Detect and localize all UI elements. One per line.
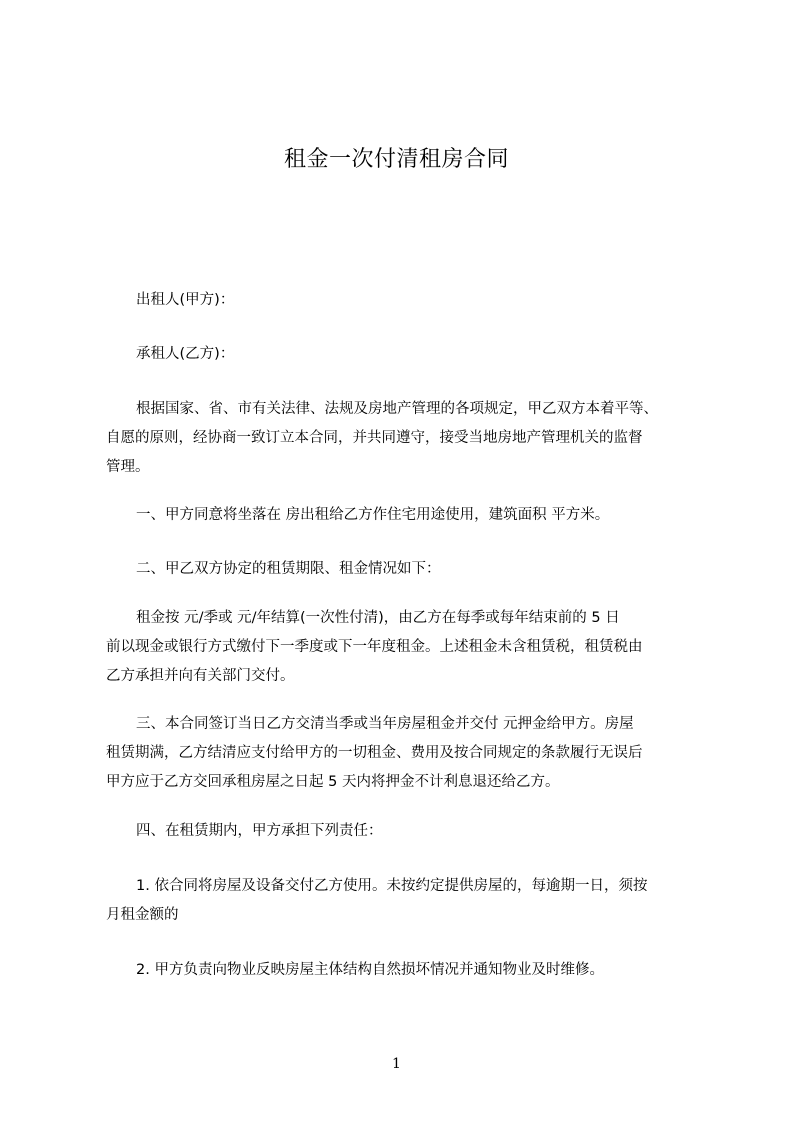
clause-3 <box>106 710 706 797</box>
clause-4-item-2 <box>106 956 706 985</box>
paragraph-line: 一、甲方同意将坐落在 房出租给乙方作住宅用途使用，建筑面积 平方米。 <box>136 507 610 523</box>
page-number: 1 <box>392 1056 401 1072</box>
lessee-line <box>106 340 706 369</box>
clause-1 <box>106 501 706 530</box>
clause-4 <box>106 817 706 846</box>
paragraph-line: 1. 依合同将房屋及设备交付乙方使用。未按约定提供房屋的，每逾期一日，须按 <box>136 878 648 894</box>
paragraph-line: 租金按 元/季或 元/年结算(一次性付清)，由乙方在每季或每年结束前的 5 日 <box>136 610 620 626</box>
paragraph-line: 月租金额的 <box>106 907 179 923</box>
rent-terms-paragraph <box>106 604 706 691</box>
paragraph-line: 三、本合同签订当日乙方交清当季或当年房屋租金并交付 元押金给甲方。房屋 <box>136 716 634 732</box>
paragraph-line: 承租人(乙方)： <box>136 346 235 362</box>
lessor-line <box>106 286 706 315</box>
paragraph-line: 前以现金或银行方式缴付下一季度或下一年度租金。上述租金未含租赁税，租赁税由 <box>106 639 643 655</box>
paragraph-line: 甲方应于乙方交回承租房屋之日起 5 天内将押金不计利息退还给乙方。 <box>106 774 560 790</box>
preamble-paragraph <box>106 395 706 482</box>
paragraph-line: 2. 甲方负责向物业反映房屋主体结构自然损坏情况并通知物业及时维修。 <box>136 962 604 978</box>
paragraph-line: 四、在租赁期内，甲方承担下列责任： <box>136 823 383 839</box>
clause-4-item-1 <box>106 872 706 930</box>
paragraph-line: 乙方承担并向有关部门交付。 <box>106 668 295 684</box>
paragraph-line: 管理。 <box>106 459 150 475</box>
document-title: 租金一次付清租房合同 <box>283 147 509 172</box>
paragraph-line: 出租人(甲方)： <box>136 292 235 308</box>
clause-2 <box>106 555 706 584</box>
paragraph-line: 租赁期满，乙方结清应支付给甲方的一切租金、费用及按合同规定的条款履行无误后 <box>106 745 643 761</box>
paragraph-line: 二、甲乙双方协定的租赁期限、租金情况如下： <box>136 561 441 577</box>
paragraph-line: 根据国家、省、市有关法律、法规及房地产管理的各项规定，甲乙双方本着平等、 <box>136 401 658 417</box>
paragraph-line: 自愿的原则，经协商一致订立本合同，并共同遵守，接受当地房地产管理机关的监督 <box>106 430 643 446</box>
